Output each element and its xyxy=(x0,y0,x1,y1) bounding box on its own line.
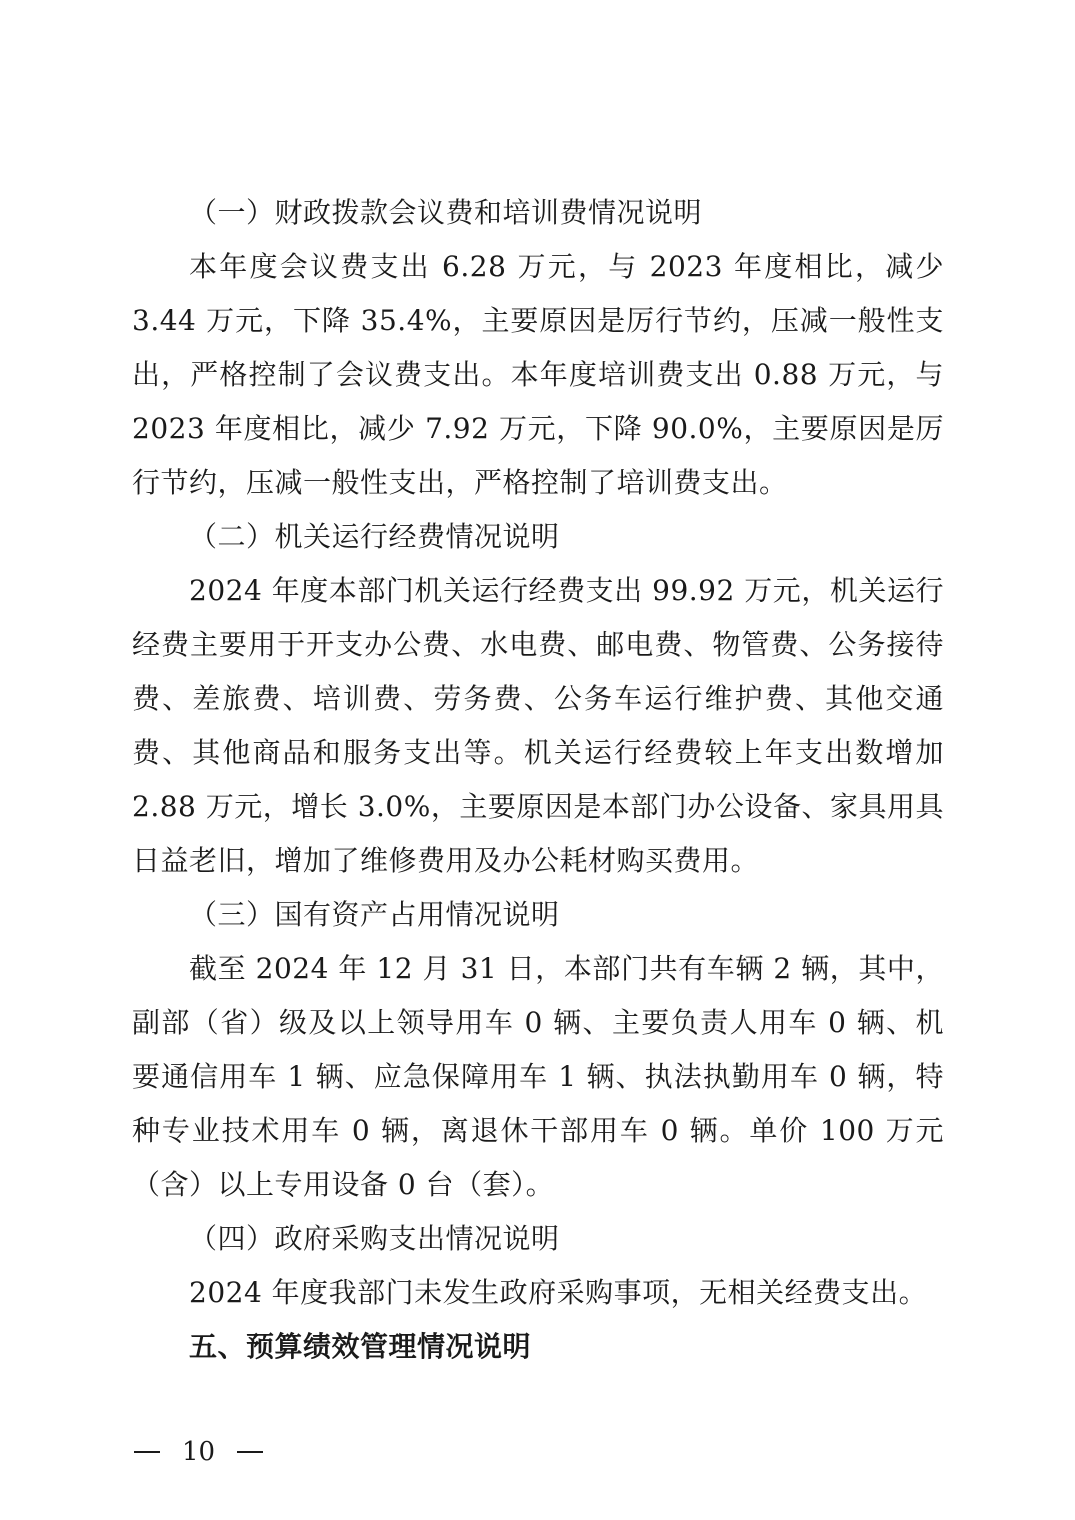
footer-left-dash xyxy=(134,1451,160,1453)
document-page xyxy=(132,186,944,1374)
section-1-heading: （一）财政拨款会议费和培训费情况说明 xyxy=(189,196,703,229)
section-4-body: 2024 年度我部门未发生政府采购事项，无相关经费支出。 xyxy=(189,1276,928,1309)
footer-right-dash xyxy=(237,1451,263,1453)
section-1-body: 本年度会议费支出 6.28 万元，与 2023 年度相比，减少 3.44 万元，下降 35.4%，主要原因是厉行节约，压减一般性支出，严格控制了会议费支出。本年度培训费支出 0.88 万元，与 2023 年度相比，减少 7.92 万元，下降 90.0%，主要原因是厉行节约，压减一般性支出，严格控制了培训费支出。 xyxy=(132,250,944,499)
section-2-body: 2024 年度本部门机关运行经费支出 99.92 万元，机关运行经费主要用于开支办公费、水电费、邮电费、物管费、公务接待费、差旅费、培训费、劳务费、公务车运行维护费、其他交通费、其他商品和服务支出等。机关运行经费较上年支出数增加 2.88 万元，增长 3.0%，主要原因是本部门办公设备、家具用具日益老旧，增加了维修费用及办公耗材购买费用。 xyxy=(132,574,944,877)
section-4-heading: （四）政府采购支出情况说明 xyxy=(189,1222,560,1255)
section-2-heading: （二）机关运行经费情况说明 xyxy=(189,520,560,553)
page-footer xyxy=(134,1436,263,1468)
section-3-heading: （三）国有资产占用情况说明 xyxy=(189,898,560,931)
section-5-heading: 五、预算绩效管理情况说明 xyxy=(189,1330,532,1363)
page-number: 10 xyxy=(182,1437,216,1467)
section-3-body: 截至 2024 年 12 月 31 日，本部门共有车辆 2 辆，其中，副部（省）级及以上领导用车 0 辆、主要负责人用车 0 辆、机要通信用车 1 辆、应急保障用车 1 辆、执法执勤用车 0 辆，特种专业技术用车 0 辆，离退休干部用车 0 辆。单价 100 万元（含）以上专用设备 0 台（套）。 xyxy=(132,952,944,1201)
